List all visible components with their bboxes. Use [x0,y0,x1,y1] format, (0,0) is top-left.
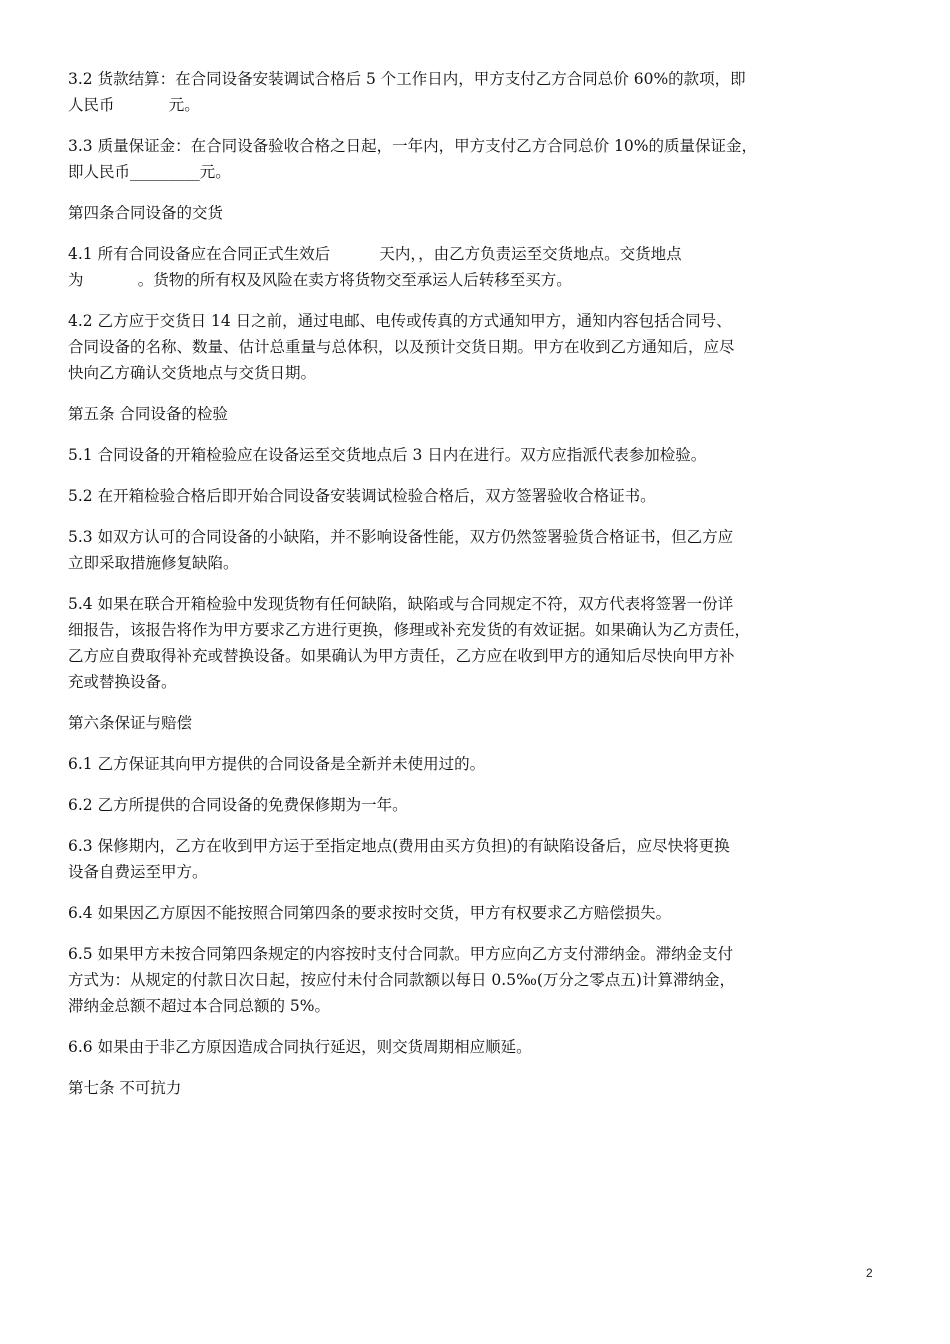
document-body [68,66,890,1116]
clause-6-2: 6.2 乙方所提供的合同设备的免费保修期为一年。 [68,796,408,814]
clause-5-3: 5.3 如双方认可的合同设备的小缺陷，并不影响设备性能，双方仍然签署验货合格证书，但乙方应 立即采取措施修复缺陷。 [68,528,734,572]
clause-6-5: 6.5 如果甲方未按合同第四条规定的内容按时支付合同款。甲方应向乙方支付滞纳金。滞纳金支付 方式为：从规定的付款日次日起，按应付未付合同款额以每日 0.5‰(万分之零点五)计算滞纳金， 滞纳金总额不超过本合同总额的 5%。 [68,945,735,1015]
clause-5-2: 5.2 在开箱检验合格后即开始合同设备安装调试检验合格后，双方签署验收合格证书。 [68,487,656,505]
article-4-heading: 第四条合同设备的交货 [68,204,224,222]
clause-4-2: 4.2 乙方应于交货日 14 日之前，通过电邮、电传或传真的方式通知甲方，通知内容包括合同号、 合同设备的名称、数量、估计总重量与总体积，以及预计交货日期。甲方在收到乙方通知后，应尽 快向乙方确认交货地点与交货日期。 [68,312,735,382]
clause-3-3: 3.3 质量保证金：在合同设备验收合格之日起，一年内，甲方支付乙方合同总价 10%的质量保证金， 即人民币_________元。 [68,137,757,181]
clause-6-3: 6.3 保修期内，乙方在收到甲方运于至指定地点(费用由买方负担)的有缺陷设备后，应尽快将更换 设备自费运至甲方。 [68,837,730,881]
article-5-heading: 第五条 合同设备的检验 [68,405,228,423]
clause-4-1: 4.1 所有合同设备应在合同正式生效后 天内，，由乙方负责运至交货地点。交货地点 为 。货物的所有权及风险在卖方将货物交至承运人后转移至买方。 [68,245,682,289]
clause-6-4: 6.4 如果因乙方原因不能按照合同第四条的要求按时交货，甲方有权要求乙方赔偿损失。 [68,904,672,922]
article-6-heading: 第六条保证与赔偿 [68,714,193,732]
clause-3-2: 3.2 货款结算：在合同设备安装调试合格后 5 个工作日内，甲方支付乙方合同总价 60%的款项，即 人民币 元。 [68,70,746,114]
page-number: 2 [866,1266,873,1280]
article-7-heading: 第七条 不可抗力 [68,1079,182,1097]
clause-5-4: 5.4 如果在联合开箱检验中发现货物有任何缺陷，缺陷或与合同规定不符，双方代表将签署一份详 细报告，该报告将作为甲方要求乙方进行更换，修理或补充发货的有效证据。如果确认为乙方责任， 乙方应自费取得补充或替换设备。如果确认为甲方责任，乙方应在收到甲方的通知后尽快向甲方补 充或替换设备。 [68,595,751,691]
clause-6-1: 6.1 乙方保证其向甲方提供的合同设备是全新并未使用过的。 [68,755,486,773]
clause-5-1: 5.1 合同设备的开箱检验应在设备运至交货地点后 3 日内在进行。双方应指派代表参加检验。 [68,446,707,464]
clause-6-6: 6.6 如果由于非乙方原因造成合同执行延迟，则交货周期相应顺延。 [68,1038,532,1056]
